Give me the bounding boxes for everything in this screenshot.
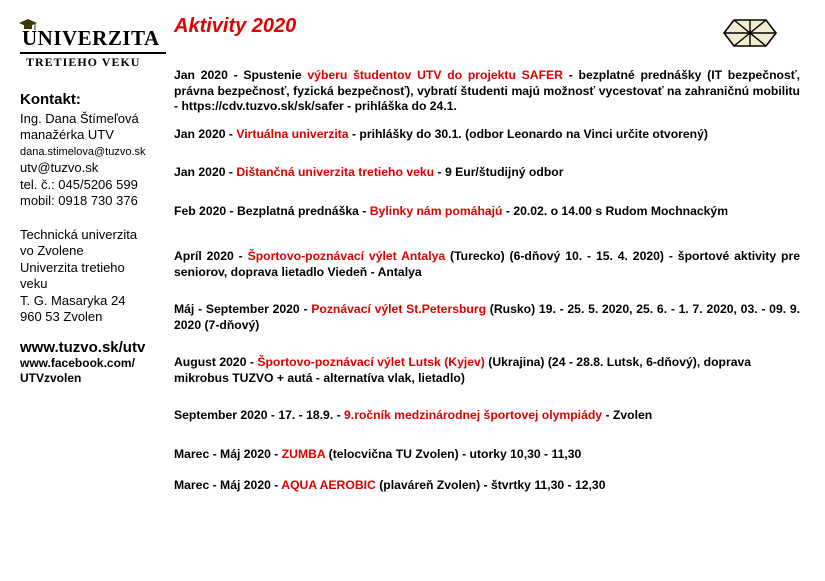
- address-line: Technická univerzita: [20, 226, 138, 242]
- activity-item: Apríl 2020 - Športovo-poznávací výlet Antalya (Turecko) (6-dňový 10. - 15. 4. 2020) - športové aktivity pre seniorov, doprava lietadlo Viedeň - Antalya: [174, 249, 800, 279]
- activity-item: Máj - September 2020 - Poznávací výlet St.Petersburg (Rusko) 19. - 25. 5. 2020, 25. 6. - 1. 7. 2020, 03. - 09. 9. 2020 (7-dňový): [174, 302, 801, 332]
- facebook-link-line2: UTVzvolen: [20, 371, 82, 385]
- activity-item: Feb 2020 - Bezplatná prednáška - Bylinky nám pomáhajú - 20.02. o 14.00 s Rudom Mochnackým: [174, 204, 729, 218]
- contact-email-utv[interactable]: utv@tuzvo.sk: [20, 160, 99, 175]
- activity-item: Marec - Máj 2020 - ZUMBA (telocvična TU Zvolen) - utorky 10,30 - 11,30: [174, 447, 582, 461]
- contact-phone: tel. č.: 045/5206 599: [20, 176, 138, 192]
- activity-highlight: výberu študentov UTV do projektu SAFER: [307, 68, 563, 82]
- contact-sidebar: [20, 92, 168, 386]
- address-line: 960 53 Zvolen: [20, 309, 103, 324]
- contact-mobile: mobil: 0918 730 376: [20, 193, 138, 208]
- facebook-link-line1: www.facebook.com/: [20, 356, 135, 370]
- activity-highlight: Športovo-poznávací výlet Lutsk (Kyjev): [257, 355, 485, 369]
- activity-item: August 2020 - Športovo-poznávací výlet Lutsk (Kyjev) (Ukrajina) (24 - 28.8. Lutsk, 6-dňový), doprava mikrobus TUZVO + autá - alternatíva vlak, lietadlo): [174, 355, 752, 385]
- activity-item: Marec - Máj 2020 - AQUA AEROBIC (plaváreň Zvolen) - štvrtky 11,30 - 12,30: [174, 478, 606, 492]
- activity-highlight: Dištančná univerzita tretieho veku: [236, 165, 435, 179]
- activity-highlight: Virtuálna univerzita: [236, 127, 349, 141]
- activity-highlight: ZUMBA: [281, 447, 326, 461]
- activity-highlight: AQUA AEROBIC: [281, 478, 376, 492]
- address-line: veku: [20, 276, 48, 291]
- contact-heading: Kontakt:: [20, 91, 81, 108]
- activity-item: Jan 2020 - Dištančná univerzita tretieho veku - 9 Eur/študijný odbor: [174, 165, 564, 179]
- address-line: vo Zvolene: [20, 243, 84, 258]
- website-link[interactable]: www.tuzvo.sk/utv: [20, 338, 146, 356]
- activity-item: Jan 2020 - Spustenie výberu študentov UTV do projektu SAFER - bezplatné prednášky (IT bezpečnosť, právna bezpečnosť, fyzická bezpečnosť), vybratí študenti majú možnosť vycestovať na zahraničnú mobilitu - https://cdv.tuzvo.sk/sk/safer - prihláška do 24.1.: [174, 68, 800, 113]
- tuzvo-emblem-icon: [722, 16, 778, 50]
- logo-subtitle: TRETIEHO VEKU: [26, 55, 141, 69]
- utv-logo: [18, 18, 168, 74]
- logo-divider: [20, 52, 166, 54]
- activity-highlight: 9.ročník medzinárodnej športovej olympiády: [344, 408, 603, 422]
- activity-item: September 2020 - 17. - 18.9. - 9.ročník medzinárodnej športovej olympiády - Zvolen: [174, 408, 653, 422]
- contact-role: manažérka UTV: [20, 127, 114, 142]
- contact-name: Ing. Dana Štímeľová: [20, 110, 139, 126]
- address-line: Univerzita tretieho: [20, 259, 125, 275]
- facebook-link[interactable]: [20, 356, 168, 386]
- activity-item: Jan 2020 - Virtuálna univerzita - prihlášky do 30.1. (odbor Leonardo na Vinci určite otvorený): [174, 127, 708, 141]
- page-title: Aktivity 2020: [174, 15, 297, 37]
- activity-highlight: Športovo-poznávací výlet Antalya: [247, 249, 446, 263]
- address-line: T. G. Masaryka 24: [20, 292, 126, 308]
- activity-highlight: Bylinky nám pomáhajú: [369, 204, 503, 218]
- contact-email-personal[interactable]: dana.stimelova@tuzvo.sk: [20, 145, 146, 158]
- logo-title: UNIVERZITA: [22, 26, 160, 50]
- activity-highlight: Poznávací výlet St.Petersburg: [311, 302, 487, 316]
